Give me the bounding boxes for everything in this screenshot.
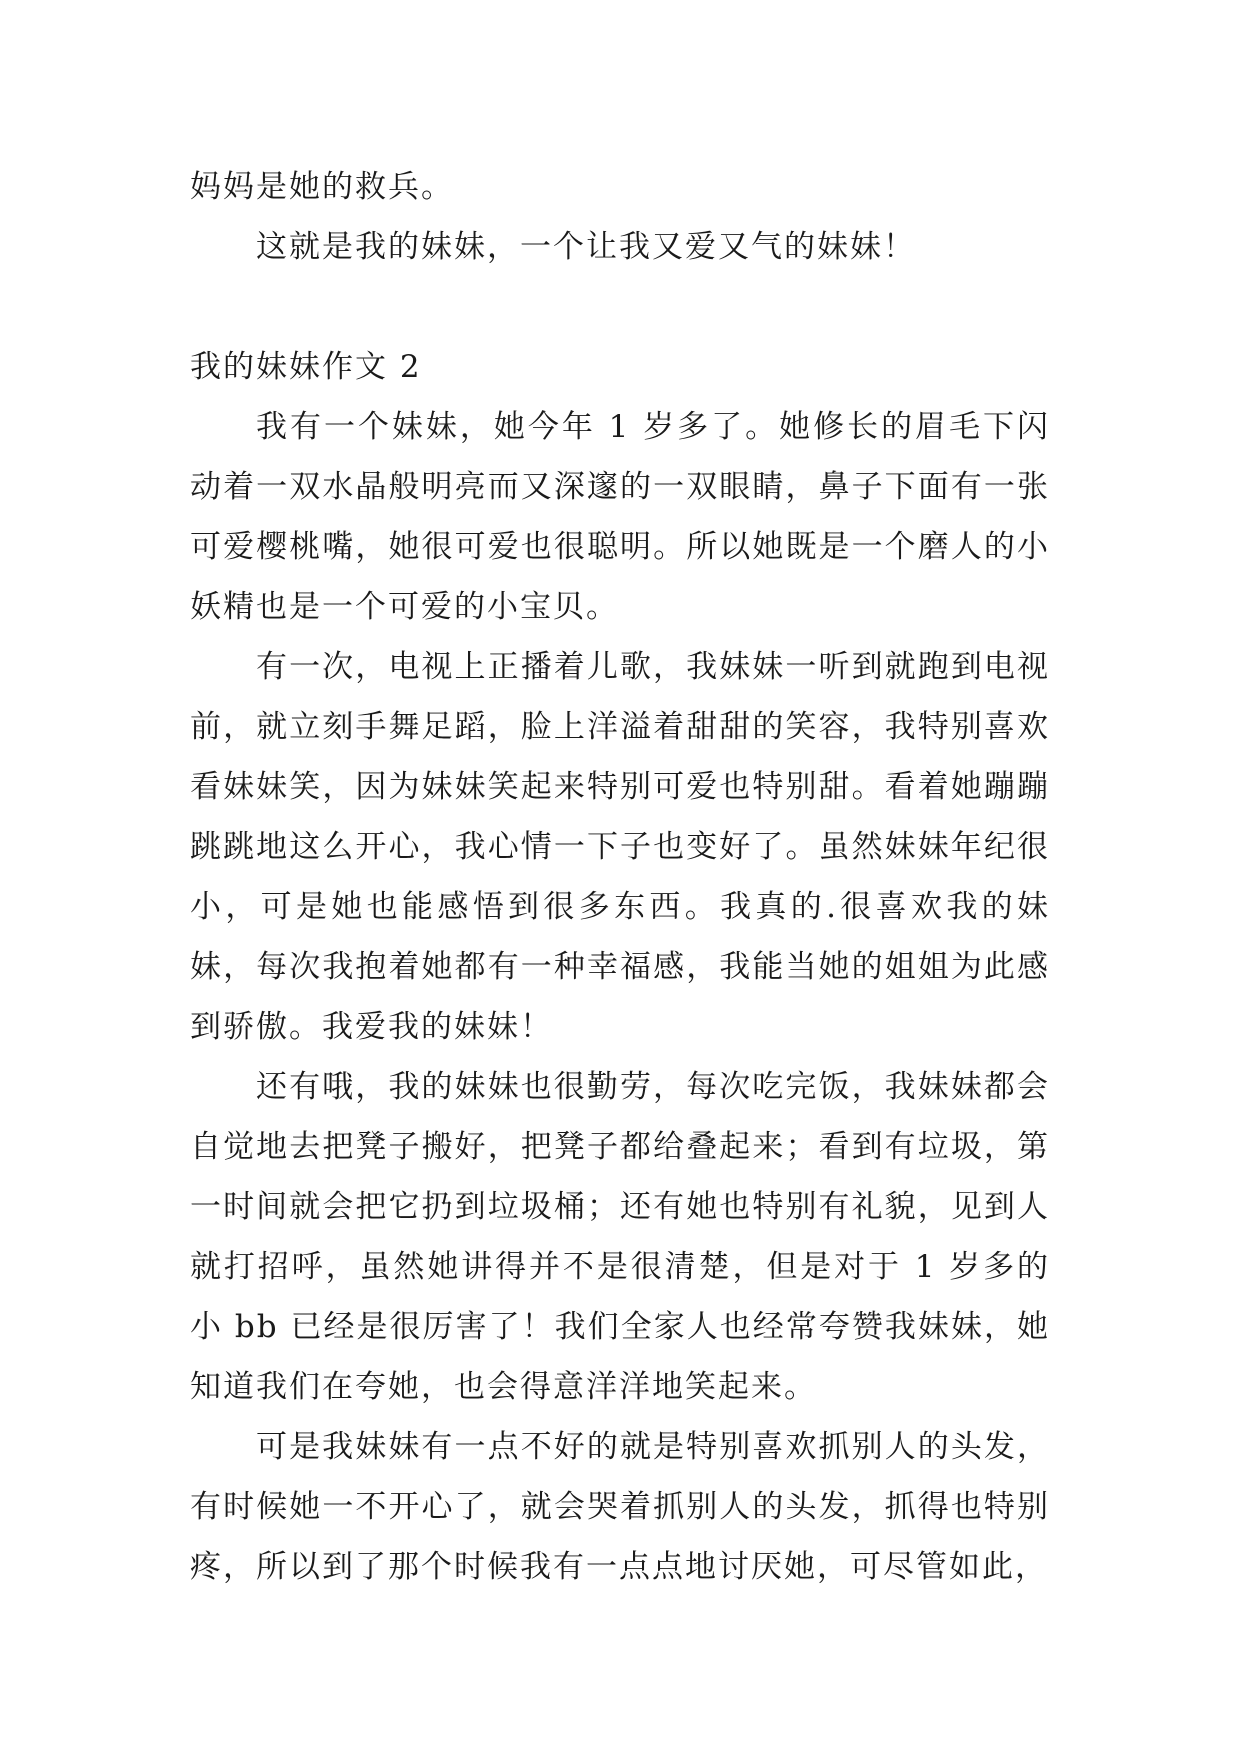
- section-title: 我的妹妹作文 2: [190, 349, 422, 385]
- paragraph-2: 有一次，电视上正播着儿歌，我妹妹一听到就跑到电视前，就立刻手舞足蹈，脸上洋溢着甜甜的笑容，我特别喜欢看妹妹笑，因为妹妹笑起来特别可爱也特别甜。看着她蹦蹦跳跳地这么开心，我心情一下子也变好了。虽然妹妹年纪很小，可是她也能感悟到很多东西。我真的.很喜欢我的妹妹，每次我抱着她都有一种幸福感，我能当她的姐姐为此感到骄傲。我爱我的妹妹！: [190, 649, 1050, 1045]
- paragraph-4: 可是我妹妹有一点不好的就是特别喜欢抓别人的头发，有时候她一不开心了，就会哭着抓别人的头发，抓得也特别疼，所以到了那个时候我有一点点地讨厌她，可尽管如此，: [190, 1429, 1050, 1585]
- paragraph-fragment: 妈妈是她的救兵。: [190, 169, 454, 205]
- paragraph-closing: 这就是我的妹妹，一个让我又爱又气的妹妹！: [256, 229, 916, 265]
- document-body: [190, 157, 1050, 1597]
- paragraph-1: 我有一个妹妹，她今年 1 岁多了。她修长的眉毛下闪动着一双水晶般明亮而又深邃的一双眼睛，鼻子下面有一张可爱樱桃嘴，她很可爱也很聪明。所以她既是一个磨人的小妖精也是一个可爱的小宝贝。: [190, 409, 1050, 625]
- paragraph-3: 还有哦，我的妹妹也很勤劳，每次吃完饭，我妹妹都会自觉地去把凳子搬好，把凳子都给叠起来；看到有垃圾，第一时间就会把它扔到垃圾桶；还有她也特别有礼貌，见到人就打招呼，虽然她讲得并不是很清楚，但是对于 1 岁多的小 bb 已经是很厉害了！我们全家人也经常夸赞我妹妹，她知道我们在夸她，也会得意洋洋地笑起来。: [190, 1069, 1050, 1405]
- section-gap: [190, 277, 1050, 337]
